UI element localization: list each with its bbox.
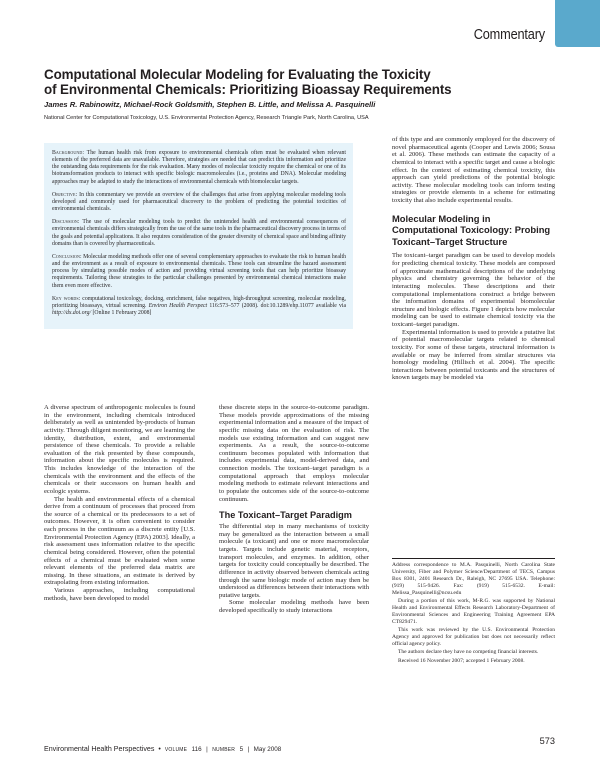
paragraph: The differential step in many mechanisms of toxicity may be generalized as the interaction between a small molecule (a toxicant) and one or more macromolecular targets. Targets include genetic material, receptors, transport molecules, and enzymes. In addition, other targets for toxicity could conceptually be described. The difference in activity observed between chemicals acting through the same biologic mode of action may then be understood as differences between their interactions with putative targets.: [219, 523, 369, 599]
footer-volume-label: VOLUME: [164, 747, 188, 753]
body-column-1: [44, 404, 195, 602]
footer-journal: Environmental Health Perspectives: [44, 745, 155, 753]
footer-date: May 2008: [253, 746, 282, 753]
abstract-box: [44, 143, 353, 329]
footnote-divider: [392, 558, 555, 559]
section-label: Commentary: [473, 27, 545, 43]
affiliation: National Center for Computational Toxicology, U.S. Environmental Protection Agency, Research Triangle Park, North Carolina, USA: [44, 115, 369, 121]
article-title: [44, 68, 564, 97]
paragraph: The toxicant–target paradigm can be used to develop models for predicting chemical toxicity. These models are composed of approximate mathematical descriptions of the underlying physics and chemistry governing the behavior of the interacting molecules. These descriptions and their computational implementations construct a bridge between the information domains of experimental biomolecular structure and biologic effects. Figure 1 depicts how molecular modeling can be used to estimate chemical toxicity via the toxicant–target paradigm.: [392, 252, 555, 329]
paragraph: Some molecular modeling methods have been developed specifically to study interactions: [219, 599, 369, 614]
doi-link[interactable]: http://dx.doi.org/: [52, 309, 92, 316]
paragraph: The health and environmental effects of a chemical derive from a continuum of processes that proceed from the source of a chemical or its predecessors to a set of outcomes. However, it is often convenient to consider each process in the continuum as a discrete entity [U.S. Environmental Protection Agency (EPA) 2003]. Ideally, a risk assessment uses information relative to the specific chemical being considered. However, often the potential effects of a chemical must be evaluated when some relevant elements of the preferred data matrix are missing. In these situations, an estimate is derived by extrapolating from existing information.: [44, 495, 195, 587]
body-column-3: [392, 136, 555, 382]
paragraph: Experimental information is used to provide a putative list of potential macromolecular targets related to chemical toxicity. For some of these targets, structural information is available or may be inferred from similar structures via homology modeling (Hillisch et al. 2004). The specific interactions between potential toxicants and the structures of known targets may be modeled via: [392, 328, 555, 382]
abstract-label: Key words:: [52, 295, 81, 302]
footer-volume: 116: [191, 746, 202, 753]
footer-bullet: •: [158, 746, 161, 753]
paragraph: A diverse spectrum of anthropogenic molecules is found in the environment, including chemicals introduced deliberately as well as unintended by-products of human activity. Through diligent monitoring, we are learning the identity, distribution, extent, and environmental persistence of these chemicals. To provide a reliable evaluation of the risk presented by these compounds, information about the specific molecules is required. This includes knowledge of the interaction of the chemicals with the environment and the effects of the chemicals or their successors on human health and ecologic systems.: [44, 404, 195, 495]
page-footer: Environmental Health Perspectives • VOLUME 116 | NUMBER 5 | May 2008 573: [44, 736, 555, 753]
abstract-keywords: Key words: computational toxicology, docking, enrichment, false negatives, high-throughput screening, molecular modeling, prioritizing bioassays, virtual screening. Environ Health Perspect 116:573–577 (2008). doi:10.1289/ehp.11077 available via http://dx.doi.org/ [Online 1 February 2008]: [52, 295, 347, 316]
section-color-tab: [555, 0, 600, 47]
paragraph: these discrete steps in the source-to-outcome paradigm. These models provide approximations of the missing experimental information and a measure of the impact of specific missing data on the evaluation of risk. The models use existing information and can suggest new experiments. As a result, the source-to-outcome continuum becomes populated with information that includes experimental data, model-derived data, and connection models. The toxicant–target paradigm is a computational approach that employs molecular modeling methods to estimate relevant interactions and to populate the outcomes side of the source-to-outcome continuum.: [219, 404, 369, 503]
footnotes: [392, 562, 555, 666]
abstract-conclusion: Conclusion: Molecular modeling methods offer one of several complementary approaches to evaluate the risk to human health and the environment as a result of exposure to environmental chemicals. These tools can streamline the hazard assessment process by simulating possible modes of action and providing virtual screening tools that can help prioritize bioassay requirements. Tailoring these strategies to the particular challenges presented by environmental chemical interactions make them even more effective.: [52, 253, 346, 289]
title-line-2: of Environmental Chemicals: Prioritizing Bioassay Requirements: [44, 81, 452, 97]
page-number: 573: [539, 736, 555, 746]
footnote-received: Received 16 November 2007; accepted 1 February 2008.: [398, 657, 525, 664]
citation-journal: Environ Health Perspect: [148, 302, 208, 309]
footnote-correspondence: Address correspondence to M.A. Pasquinelli, North Carolina State University, Fiber and Polymer Science/Department of TECS, Campus Box 8301, 2401 Research Dr., Raleigh, NC 27695 USA. Telephone: (919) 515-9426. Fax: (919) 515-6532. E-mail: Melissa_Pasquinelli@ncsu.edu: [392, 562, 555, 596]
abstract-label: Discussion:: [52, 219, 80, 226]
footer-number-label: NUMBER: [212, 747, 236, 753]
title-line-1: Computational Molecular Modeling for Evaluating the Toxicity: [44, 67, 431, 82]
footer-number: 5: [239, 746, 244, 753]
abstract-label: Objective:: [52, 191, 78, 198]
paragraph: of this type and are commonly employed for the discovery of novel pharmaceutical agents (Cooper and Lewis 2006; Sousa et al. 2006). These methods can estimate the capacity of a chemical to interact with a specific target and cause a biologic effect. In the context of estimating chemical toxicity, this approach can yield predictions of the potential biologic activity. These molecular modeling tools can inform testing strategies or provide elements in a scheme for estimating toxicity that also include experimental results.: [392, 136, 555, 204]
footnote-competing: The authors declare they have no competing financial interests.: [398, 649, 539, 656]
abstract-discussion: Discussion: The use of molecular modeling tools to predict the unintended health and environmental consequences of environmental chemicals differs strategically from the use of the same tools in the pharmaceutical discovery process in terms of the goals and potential applications. It also requires consideration of the greater diversity of chemical space and binding affinity domains than is covered by pharmaceuticals.: [52, 219, 347, 247]
paragraph: Various approaches, including computational methods, have been developed to model: [44, 587, 195, 602]
author-list: James R. Rabinowitz, Michael-Rock Goldsmith, Stephen B. Little, and Melissa A. Pasquinelli: [44, 100, 376, 109]
footnote-review: This work was reviewed by the U.S. Environmental Protection Agency and approved for publication but does not necessarily reflect official agency policy.: [392, 627, 555, 647]
footnote-support: During a portion of this work, M-R.G. was supported by National Health and Environmental Effects Research Laboratory-Department of Environmental Sciences and Engineering Training Agreement EPA CT829471.: [392, 598, 555, 625]
section-heading: Molecular Modeling in Computational Toxicology: Probing Toxicant–Target Structure: [392, 212, 551, 247]
section-heading: The Toxicant–Target Paradigm: [219, 510, 352, 521]
abstract-background: Background: The human health risk from exposure to environmental chemicals often must be evaluated when relevant elements of the preferred data are unavailable. Therefore, strategies are needed that can predict this information and prioritize the outstanding data requirements for the risk evaluation. Many modes of molecular toxicity require the chemical or one of its biotransformation products to interact with specific biologic macromolecules (i.e., proteins and DNA). Molecular modeling approaches may be adapted to study the interactions of environmental chemicals with biomolecular targets.: [52, 150, 346, 185]
body-column-2: [219, 404, 369, 615]
abstract-objective: Objective: In this commentary we provide an overview of the challenges that arise from applying molecular modeling tools developed and commonly used for pharmaceutical discovery to the problem of predicting the potential toxicities of environmental chemicals.: [52, 191, 346, 213]
abstract-label: Conclusion:: [52, 253, 82, 260]
abstract-label: Background:: [52, 150, 85, 156]
